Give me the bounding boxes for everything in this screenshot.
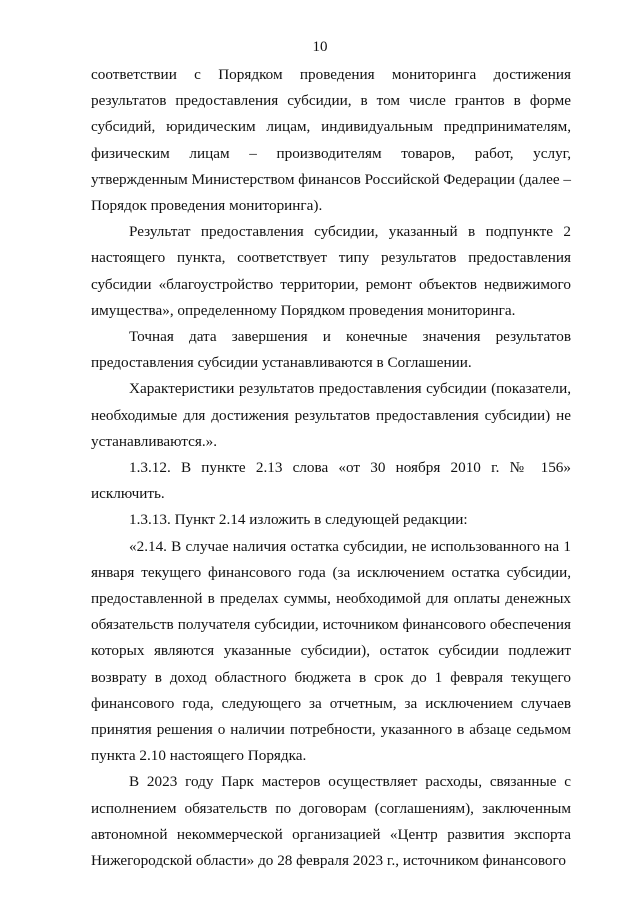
paragraph-exact-date: Точная дата завершения и конечные значения результатов предоставления субсидии устанавливаются в Соглашении. — [91, 328, 571, 372]
paragraph-clause-2-14: «2.14. В случае наличия остатка субсидии, не использованного на 1 января текущего финансового года (за исключением остатка субсидии, предоставленной в пределах суммы, необходимой для оплаты денежных обязательств получателя субсидии, источником финансового обеспечения которых являются указанные субсидии), остаток субсидии подлежит возврату в доход областного бюджета в срок до 1 февраля текущего финансового года, следующего за отчетным, за исключением случаев принятия решения о наличии потребности, указанного в абзаце седьмом пункта 2.10 настоящего Порядка. — [91, 537, 571, 765]
paragraph-result-type: Результат предоставления субсидии, указанный в подпункте 2 настоящего пункта, соответствует типу результатов предоставления субсидии «благоустройство территории, ремонт объектов недвижимого имущества», определенному Порядком проведения мониторинга. — [91, 223, 571, 319]
paragraph-item-1-3-12: 1.3.12. В пункте 2.13 слова «от 30 ноября 2010 г. № 156» исключить. — [91, 459, 571, 503]
paragraph-park-masters-2023: В 2023 году Парк мастеров осуществляет расходы, связанные с исполнением обязательств по договорам (соглашениям), заключенным автономной некоммерческой организацией «Центр развития экспорта Нижегородской области» до 28 февраля 2023 г., источником финансового — [91, 773, 571, 870]
page-number: 10 — [312, 39, 328, 55]
paragraph-characteristics: Характеристики результатов предоставления субсидии (показатели, необходимые для достижения результатов предоставления субсидии) не устанавливаются.». — [91, 380, 571, 450]
paragraph-continuation: соответствии с Порядком проведения мониторинга достижения результатов предоставления субсидии, в том числе грантов в форме субсидий, юридическим лицам, индивидуальным предпринимателям, физическим лицам – производителям товаров, работ, услуг, утвержденным Министерством финансов Российской Федерации (далее – Порядок проведения мониторинга). — [91, 66, 571, 215]
document-body — [91, 62, 571, 874]
paragraph-item-1-3-13: 1.3.13. Пункт 2.14 изложить в следующей редакции: — [129, 511, 468, 529]
